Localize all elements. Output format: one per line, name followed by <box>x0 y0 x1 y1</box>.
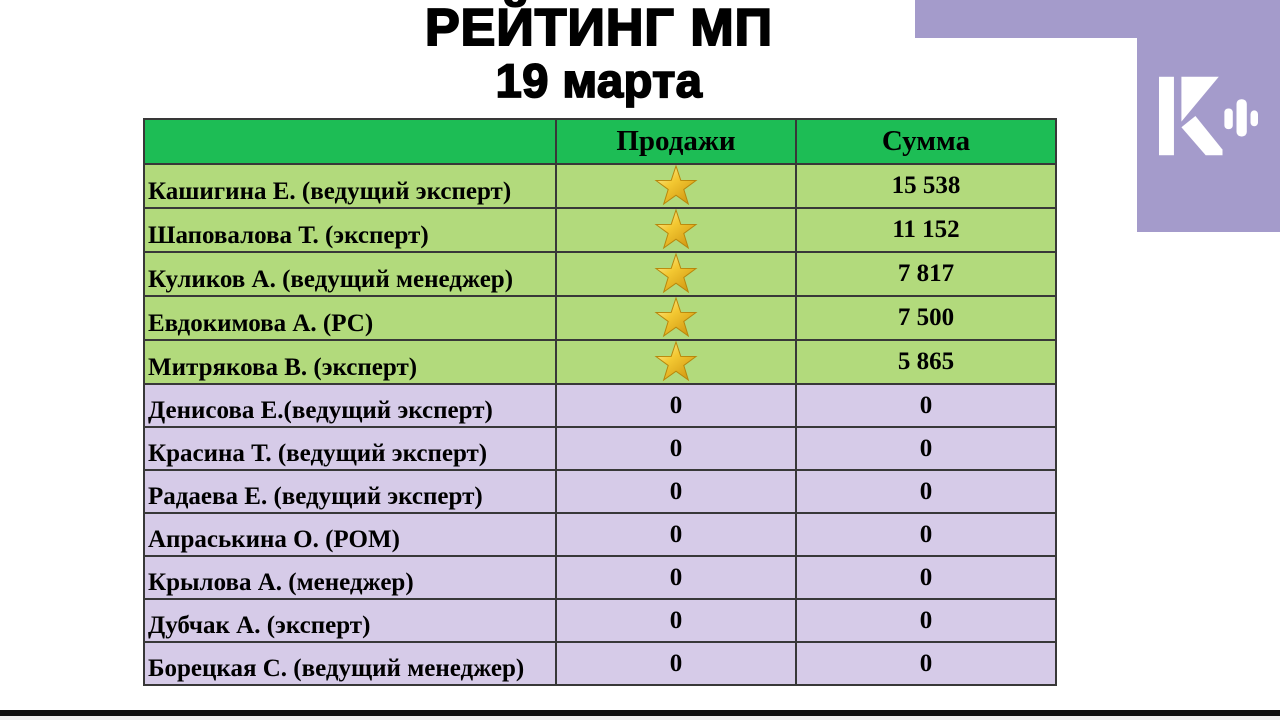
sum-cell: 0 <box>796 513 1056 556</box>
sum-cell: 11 152 <box>796 208 1056 252</box>
sales-cell: 0 <box>556 556 796 599</box>
page-title-line2: 19 марта <box>495 54 703 107</box>
table-row <box>144 642 1056 685</box>
sales-cell <box>556 208 796 252</box>
table-header-row <box>144 119 1056 164</box>
sales-cell: 0 <box>556 384 796 427</box>
sum-cell: 5 865 <box>796 340 1056 384</box>
name-cell: Дубчак А. (эксперт) <box>144 599 556 642</box>
sales-cell <box>556 296 796 340</box>
sales-cell: 0 <box>556 470 796 513</box>
table-row <box>144 384 1056 427</box>
header-cell-name <box>144 119 556 164</box>
name-cell: Шаповалова Т. (эксперт) <box>144 208 556 252</box>
star-icon <box>654 165 698 207</box>
name-cell: Евдокимова А. (РС) <box>144 296 556 340</box>
sum-cell: 0 <box>796 427 1056 470</box>
star-icon <box>654 341 698 383</box>
sum-cell: 15 538 <box>796 164 1056 208</box>
k-plus-logo-icon <box>1159 74 1258 158</box>
sum-cell: 0 <box>796 599 1056 642</box>
sum-cell: 7 817 <box>796 252 1056 296</box>
star-icon <box>654 253 698 295</box>
name-cell: Кашигина Е. (ведущий эксперт) <box>144 164 556 208</box>
table-row <box>144 164 1056 208</box>
sales-cell <box>556 340 796 384</box>
table-row <box>144 208 1056 252</box>
header-cell-sum: Сумма <box>796 119 1056 164</box>
sales-cell <box>556 252 796 296</box>
sum-cell: 0 <box>796 470 1056 513</box>
sales-cell: 0 <box>556 513 796 556</box>
sum-cell: 0 <box>796 384 1056 427</box>
name-cell: Митрякова В. (эксперт) <box>144 340 556 384</box>
rating-table <box>143 118 1057 686</box>
bottom-strip <box>0 716 1280 720</box>
table-row <box>144 556 1056 599</box>
sales-cell: 0 <box>556 427 796 470</box>
name-cell: Апраськина О. (РОМ) <box>144 513 556 556</box>
table-row <box>144 252 1056 296</box>
sum-cell: 0 <box>796 642 1056 685</box>
name-cell: Красина Т. (ведущий эксперт) <box>144 427 556 470</box>
star-icon <box>654 209 698 251</box>
sum-cell: 7 500 <box>796 296 1056 340</box>
name-cell: Борецкая С. (ведущий менеджер) <box>144 642 556 685</box>
name-cell: Крылова А. (менеджер) <box>144 556 556 599</box>
page-title-line1: РЕЙТИНГ МП <box>424 0 774 57</box>
table-row <box>144 427 1056 470</box>
name-cell: Куликов А. (ведущий менеджер) <box>144 252 556 296</box>
table-row <box>144 470 1056 513</box>
table-row <box>144 340 1056 384</box>
name-cell: Денисова Е.(ведущий эксперт) <box>144 384 556 427</box>
table-row <box>144 513 1056 556</box>
table-row <box>144 296 1056 340</box>
table-row <box>144 599 1056 642</box>
sum-cell: 0 <box>796 556 1056 599</box>
name-cell: Радаева Е. (ведущий эксперт) <box>144 470 556 513</box>
sales-cell <box>556 164 796 208</box>
header-cell-sales: Продажи <box>556 119 796 164</box>
logo-square <box>1137 0 1280 232</box>
sales-cell: 0 <box>556 599 796 642</box>
sales-cell: 0 <box>556 642 796 685</box>
star-icon <box>654 297 698 339</box>
